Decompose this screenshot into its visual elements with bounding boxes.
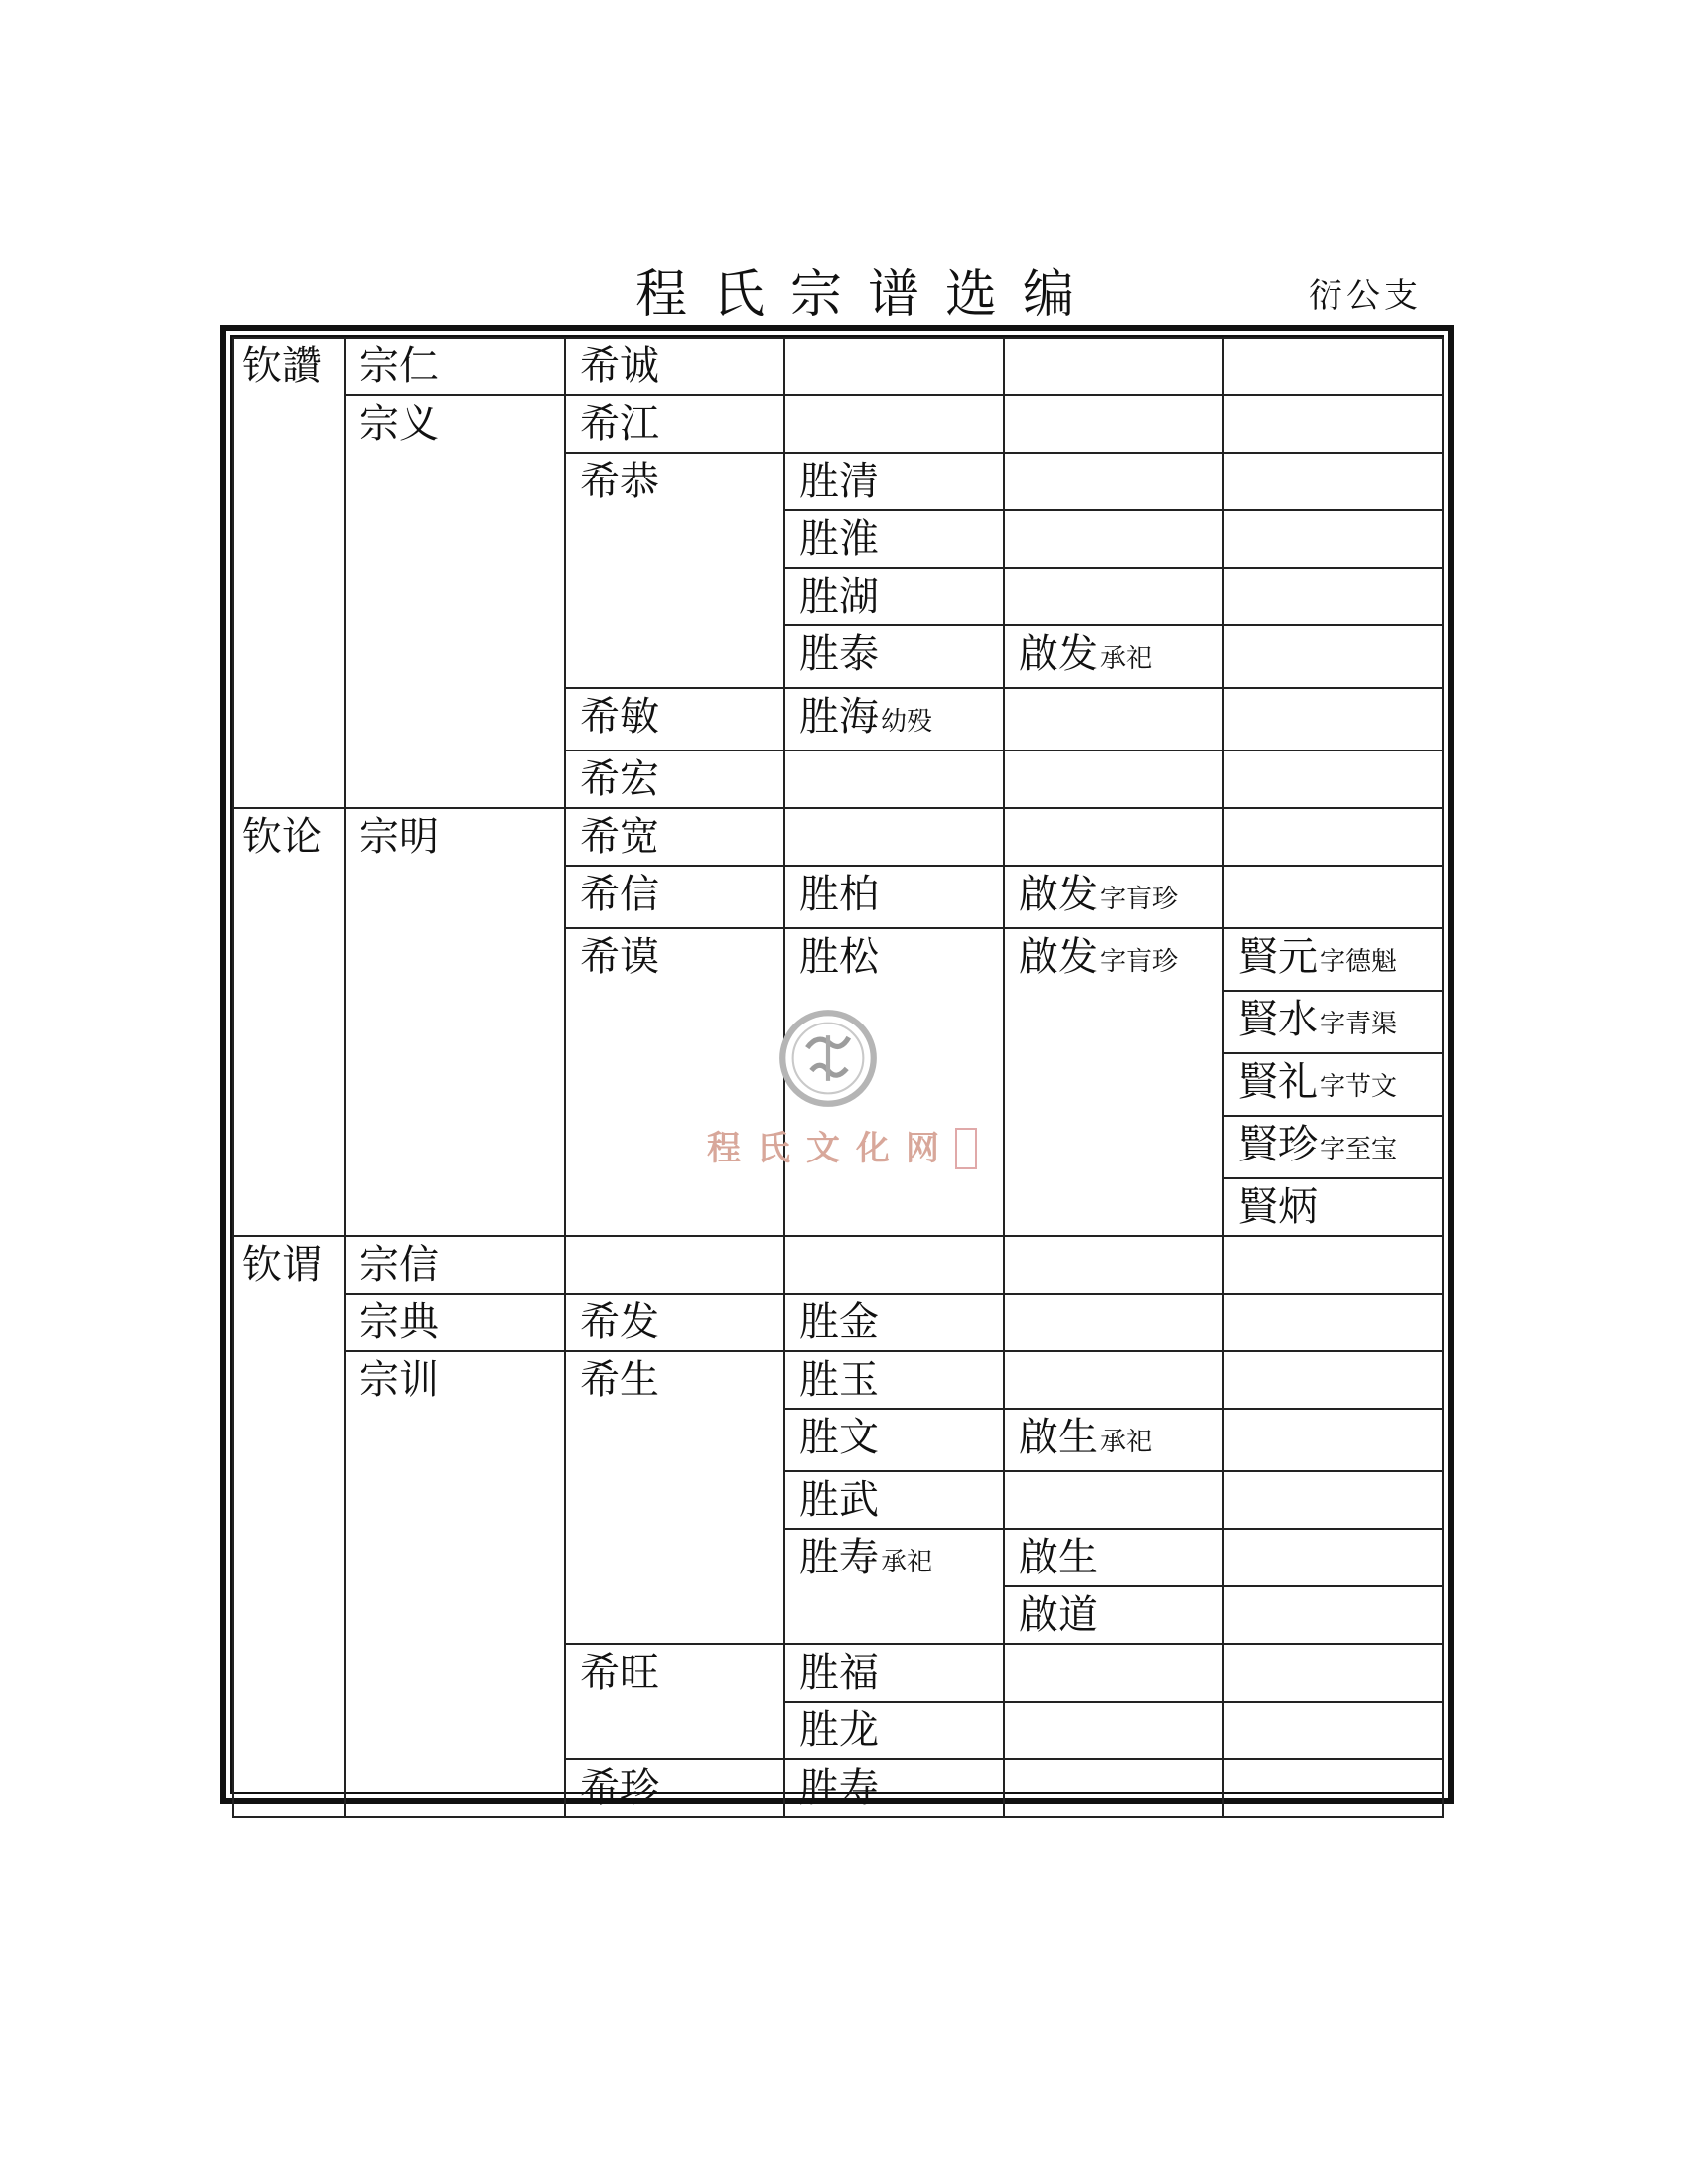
table-cell [784,338,1004,395]
person-name: 啟道 [1019,1592,1098,1638]
table-row [233,338,1443,395]
person-name: 啟生 [1019,1415,1098,1460]
person-name: 胜松 [799,934,879,980]
table-cell [784,1759,1004,1817]
person-name: 啟发 [1019,934,1098,980]
table-cell [1004,751,1223,808]
table-cell [1223,1351,1443,1409]
table-cell [784,395,1004,453]
table-row [233,808,1443,866]
person-name: 胜金 [799,1299,879,1345]
table-cell [784,453,1004,510]
table-cell [1223,808,1443,866]
table-cell [345,1294,565,1351]
person-note: 字肓珍 [1100,947,1179,977]
table-cell [565,1236,784,1294]
table-cell [1004,928,1223,1236]
person-name: 希江 [580,401,659,447]
person-name: 钦谓 [242,1242,322,1288]
table-cell [1223,1178,1443,1236]
person-note: 字节文 [1320,1072,1398,1102]
person-name: 希发 [580,1299,659,1345]
person-name: 希旺 [580,1650,659,1696]
person-name: 宗训 [359,1357,439,1403]
table-cell [784,1471,1004,1529]
table-cell [565,808,784,866]
table-cell [1223,1294,1443,1351]
person-name: 賢礼 [1238,1059,1318,1105]
table-cell [784,1529,1004,1644]
person-name: 钦论 [242,814,322,860]
table-cell [1223,866,1443,928]
person-name: 啟发 [1019,872,1098,917]
person-name: 胜武 [799,1477,879,1523]
table-cell [565,688,784,751]
person-name: 希宽 [580,814,659,860]
table-cell [345,1351,565,1817]
person-name: 胜龙 [799,1707,879,1753]
table-cell [1223,1053,1443,1116]
table-cell [1004,1409,1223,1471]
watermark-text: 程氏文化网 [707,1129,955,1168]
person-name: 希谟 [580,934,659,980]
table-cell [1223,1586,1443,1644]
person-name: 胜柏 [799,872,879,917]
person-name: 宗义 [359,401,439,447]
table-cell [1004,808,1223,866]
table-cell [1223,338,1443,395]
table-cell [565,338,784,395]
person-name: 賢水 [1238,997,1318,1042]
table-cell [565,866,784,928]
table-cell [784,510,1004,568]
table-cell [784,808,1004,866]
person-name: 賢元 [1238,934,1318,980]
table-cell [1223,568,1443,625]
person-name: 希宏 [580,756,659,802]
table-cell [1223,1529,1443,1586]
person-note: 幼殁 [881,707,933,737]
table-cell [784,1702,1004,1759]
person-name: 希生 [580,1357,659,1403]
table-cell [1223,1409,1443,1471]
person-note: 承祀 [881,1548,933,1577]
table-cell [784,1644,1004,1702]
table-cell [565,1759,784,1817]
table-row [233,1236,1443,1294]
table-cell [784,625,1004,688]
person-name: 賢珍 [1238,1122,1318,1167]
person-name: 宗明 [359,814,439,860]
table-cell [1004,1644,1223,1702]
table-cell [1004,688,1223,751]
person-name: 胜湖 [799,574,879,619]
person-name: 胜泰 [799,631,879,677]
table-cell [1004,1702,1223,1759]
table-cell [1223,751,1443,808]
table-cell [345,808,565,1236]
table-cell [345,338,565,395]
table-cell [1223,1471,1443,1529]
table-cell [1004,453,1223,510]
table-cell [565,751,784,808]
person-name: 希诚 [580,343,659,389]
person-name: 胜寿 [799,1765,879,1811]
person-note: 字青渠 [1320,1010,1398,1039]
table-cell [1004,568,1223,625]
person-name: 啟生 [1019,1535,1098,1580]
table-cell [784,751,1004,808]
table-cell [1223,625,1443,688]
table-cell [565,1644,784,1759]
person-name: 胜海 [799,694,879,740]
table-cell [1004,625,1223,688]
branch-label: 衍公支 [1309,276,1422,316]
table-cell [1004,395,1223,453]
person-name: 胜玉 [799,1357,879,1403]
table-cell [1223,991,1443,1053]
table-cell [784,1294,1004,1351]
person-name: 希信 [580,872,659,917]
person-name: 希恭 [580,459,659,504]
table-cell [1004,1759,1223,1817]
person-name: 宗典 [359,1299,439,1345]
table-cell [784,1236,1004,1294]
table-cell [1004,1529,1223,1586]
person-note: 承祀 [1100,1428,1153,1457]
table-cell [565,1351,784,1644]
table-cell [345,395,565,808]
person-name: 希珍 [580,1765,659,1811]
table-cell [784,688,1004,751]
person-note: 字德魁 [1320,947,1398,977]
seal-logo [776,1007,880,1110]
table-cell [233,1236,345,1817]
table-cell [565,928,784,1236]
person-name: 胜文 [799,1415,879,1460]
person-name: 胜福 [799,1650,879,1696]
table-cell [1223,453,1443,510]
table-cell [1004,338,1223,395]
table-cell [1004,1471,1223,1529]
person-name: 胜清 [799,459,879,504]
table-cell [1223,1116,1443,1178]
table-cell [1223,1759,1443,1817]
table-cell [1004,1294,1223,1351]
table-cell [1004,1236,1223,1294]
table-cell [345,1236,565,1294]
table-cell [1223,1702,1443,1759]
person-note: 字至宝 [1320,1135,1398,1164]
table-cell [233,808,345,1236]
table-cell [1223,395,1443,453]
table-cell [1223,1644,1443,1702]
table-row [233,395,1443,453]
table-cell [1004,510,1223,568]
table-cell [565,1294,784,1351]
person-name: 宗信 [359,1242,439,1288]
table-row [233,1294,1443,1351]
table-cell [1004,866,1223,928]
person-name: 钦讚 [242,343,322,389]
person-name: 胜寿 [799,1535,879,1580]
table-cell [1004,1586,1223,1644]
table-cell [784,866,1004,928]
table-cell [1223,688,1443,751]
person-note: 字肓珍 [1100,885,1179,914]
table-cell [233,338,345,808]
watermark-stamp [955,1128,977,1169]
person-note: 承祀 [1100,644,1153,674]
table-cell [565,395,784,453]
table-cell [784,568,1004,625]
table-cell [1004,1351,1223,1409]
page-title: 程氏宗谱选编 [635,265,1101,325]
table-cell [1223,1236,1443,1294]
table-cell [784,1409,1004,1471]
table-cell [784,1351,1004,1409]
person-name: 胜淮 [799,516,879,562]
table-cell [565,453,784,688]
person-name: 賢炳 [1238,1184,1318,1230]
person-name: 啟发 [1019,631,1098,677]
person-name: 宗仁 [359,343,439,389]
person-name: 希敏 [580,694,659,740]
table-row [233,1351,1443,1409]
table-cell [1223,928,1443,991]
table-cell [1223,510,1443,568]
